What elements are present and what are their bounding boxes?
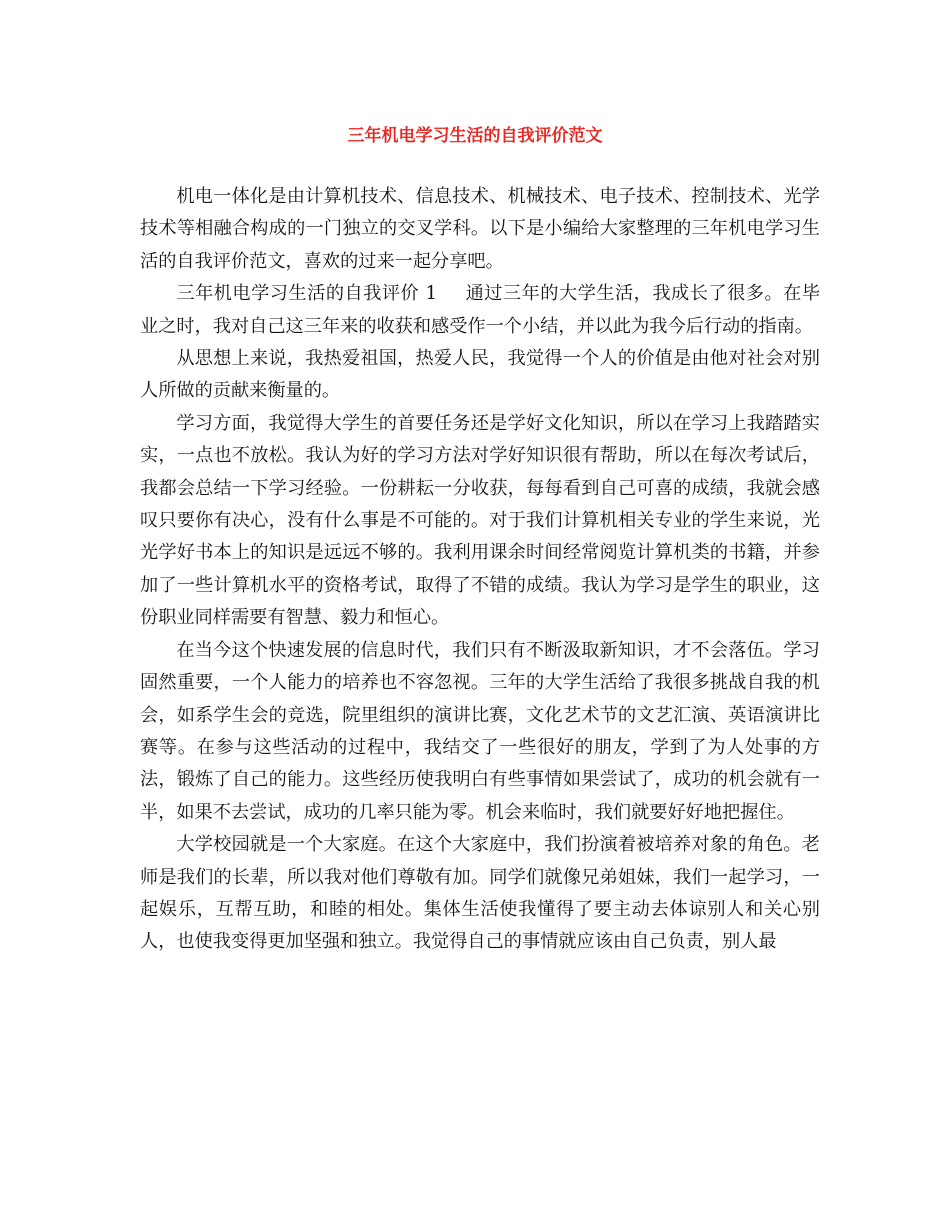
document-title: 三年机电学习生活的自我评价范文 [347, 126, 603, 146]
section-1-text: 通过三年的大学生活，我成长了很多。在毕业之时，我对自己这三年来的收获和感受作一个小结，并以此为我今后行动的指南。 [140, 283, 820, 337]
paragraph-section-1 [140, 278, 820, 343]
paragraph-intro: 机电一体化是由计算机技术、信息技术、机械技术、电子技术、控制技术、光学技术等相融合构成的一门独立的交叉学科。以下是小编给大家整理的三年机电学习生活的自我评价范文，喜欢的过来一起分享吧。 [140, 186, 820, 272]
document-body [140, 181, 820, 959]
section-heading: 三年机电学习生活的自我评价 1 [176, 283, 438, 305]
paragraph-ability: 在当今这个快速发展的信息时代，我们只有不断汲取新知识，才不会落伍。学习固然重要，一个人能力的培养也不容忽视。三年的大学生活给了我很多挑战自我的机会，如系学生会的竞选，院里组织的演讲比赛，文化艺术节的文艺汇演、英语演讲比赛等。在参与这些活动的过程中，我结交了一些很好的朋友，学到了为人处事的方法，锻炼了自己的能力。这些经历使我明白有些事情如果尝试了，成功的机会就有一半，如果不去尝试，成功的几率只能为零。机会来临时，我们就要好好地把握住。 [140, 639, 820, 823]
paragraph-study: 学习方面，我觉得大学生的首要任务还是学好文化知识，所以在学习上我踏踏实实，一点也不放松。我认为好的学习方法对学好知识很有帮助，所以在每次考试后，我都会总结一下学习经验。一份耕耘一分收获，每每看到自己可喜的成绩，我就会感叹只要你有决心，没有什么事是不可能的。对于我们计算机相关专业的学生来说，光光学好书本上的知识是远远不够的。我利用课余时间经常阅览计算机类的书籍，并参加了一些计算机水平的资格考试，取得了不错的成绩。我认为学习是学生的职业，这份职业同样需要有智慧、毅力和恒心。 [140, 412, 820, 629]
paragraph-campus: 大学校园就是一个大家庭。在这个大家庭中，我们扮演着被培养对象的角色。老师是我们的长辈，所以我对他们尊敬有加。同学们就像兄弟姐妹，我们一起学习，一起娱乐，互帮互助，和睦的相处。集体生活使我懂得了要主动去体谅别人和关心别人，也使我变得更加坚强和独立。我觉得自己的事情就应该由自己负责，别人最 [140, 834, 820, 953]
paragraph-thought: 从思想上来说，我热爱祖国，热爱人民，我觉得一个人的价值是由他对社会对别人所做的贡献来衡量的。 [140, 348, 820, 402]
